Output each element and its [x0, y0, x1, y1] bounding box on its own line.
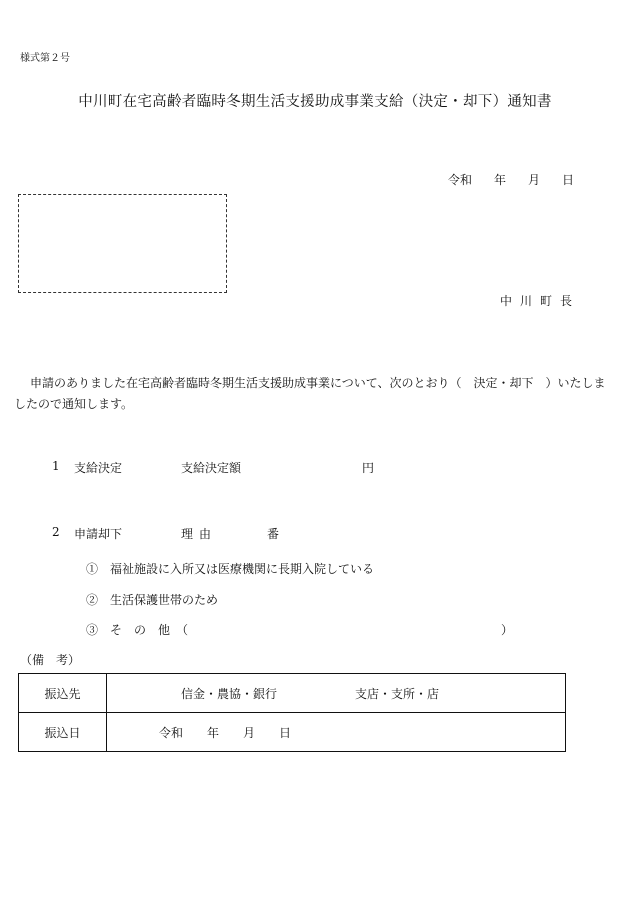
- payment-amount-label: 支給決定額: [181, 461, 242, 475]
- item1-number: 1: [52, 459, 60, 473]
- reason-number-label: 番: [267, 527, 280, 541]
- other-reason-close-paren: ）: [501, 623, 514, 637]
- date-day: 日: [279, 725, 292, 740]
- item2-label: 申請却下: [74, 527, 123, 541]
- reason-label: 理由: [181, 527, 218, 541]
- item1-label: 支給決定: [74, 461, 123, 475]
- date-era: 令和: [448, 173, 473, 187]
- rejection-reason-option: ③ そ の 他 （: [86, 623, 189, 637]
- transfer-date: [107, 713, 566, 752]
- notice-body-text: 申請のありました在宅高齢者臨時冬期生活支援助成事業について、次のとおり（ 決定・却下 ）いたしましたので通知します。: [14, 376, 606, 411]
- item2-number: 2: [52, 525, 60, 539]
- date-month: 月: [243, 725, 256, 740]
- date-era: 令和: [159, 725, 184, 740]
- issue-date: [448, 171, 574, 188]
- table-row: [19, 713, 566, 752]
- date-year: 年: [207, 725, 220, 740]
- yen-unit: 円: [362, 461, 375, 475]
- date-day: 日: [562, 173, 575, 187]
- institution-types: 信金・農協・銀行: [107, 674, 284, 713]
- date-month: 月: [528, 173, 541, 187]
- form-number: 様式第２号: [20, 53, 70, 64]
- transfer-date-header: 振込日: [19, 713, 107, 752]
- table-row: [19, 674, 566, 713]
- transfer-to-header: 振込先: [19, 674, 107, 713]
- rejection-reason-option: ① 福祉施設に入所又は医療機関に長期入院している: [86, 562, 375, 576]
- remarks-label: （備 考）: [20, 653, 81, 667]
- recipient-address-box: [18, 194, 227, 293]
- branch-types: 支店・支所・店: [283, 674, 566, 713]
- document-title: 中川町在宅高齢者臨時冬期生活支援助成事業支給（決定・却下）通知書: [78, 94, 552, 110]
- date-year: 年: [494, 173, 507, 187]
- sender-name: 中川町長: [500, 294, 581, 308]
- bank-transfer-table: [18, 673, 566, 752]
- rejection-reason-option: ② 生活保護世帯のため: [86, 593, 219, 607]
